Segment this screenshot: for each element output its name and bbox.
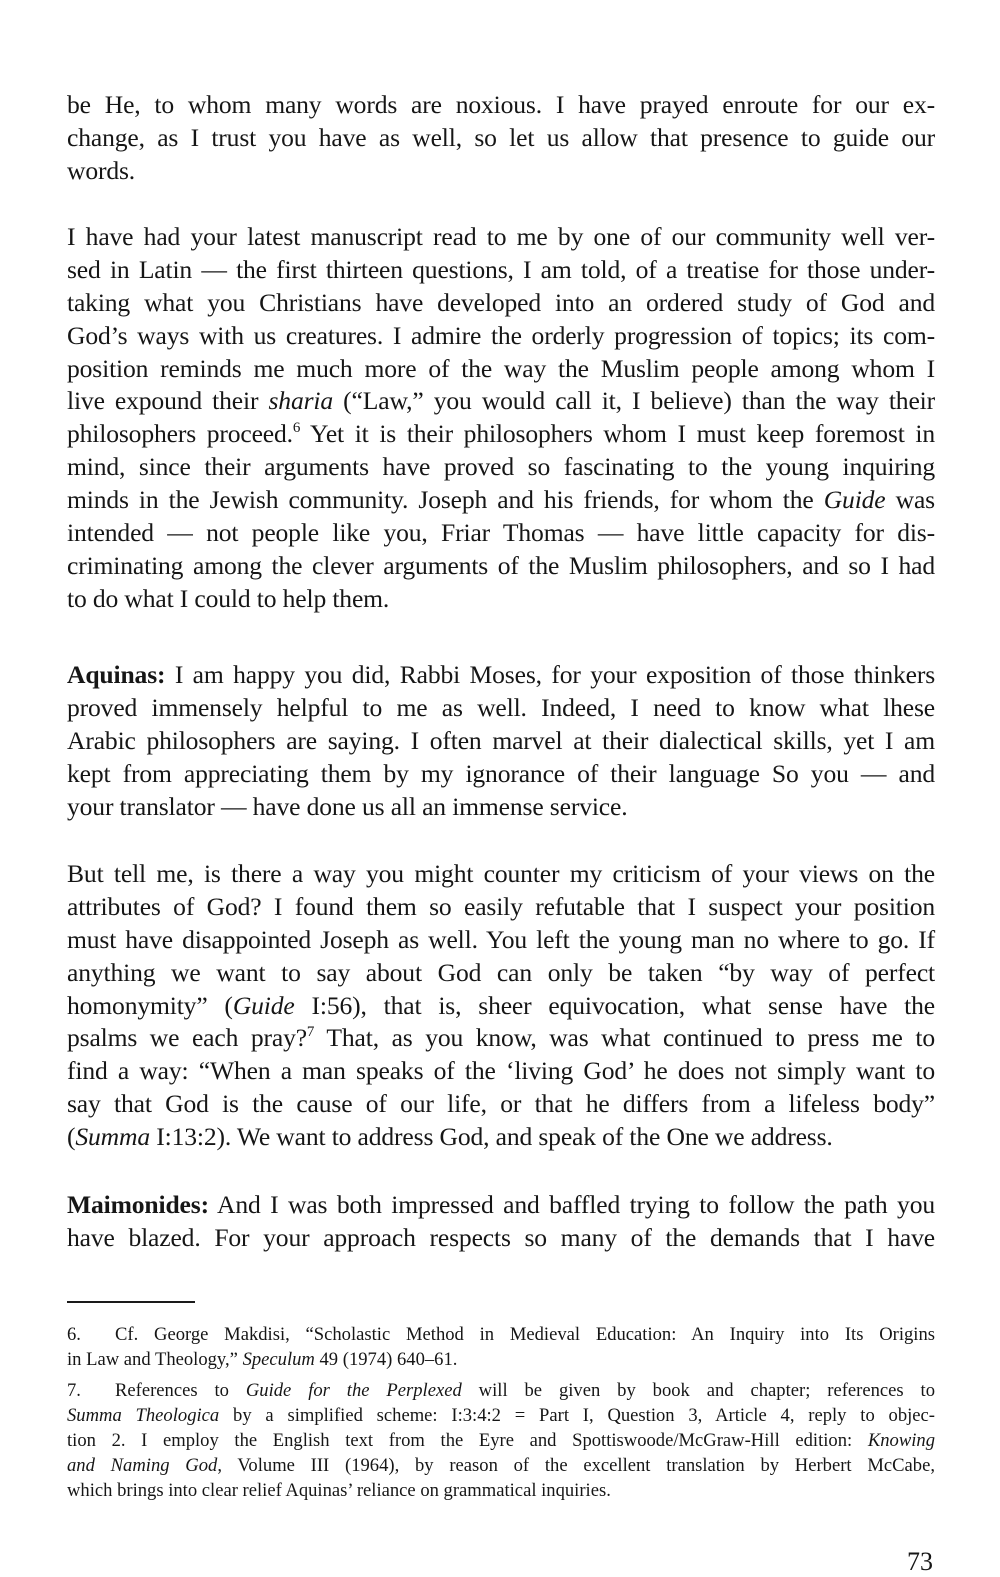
footnote-line [67, 1378, 935, 1403]
text-line [67, 659, 935, 692]
text-line: change, as I trust you have as well, so let us allow that presence to guide our [67, 122, 935, 152]
text-line-rich: live expound their sharia (“Law,” you would call it, I believe) than the way their [67, 386, 935, 416]
paragraph-maimonides-reply [67, 1189, 935, 1255]
text-line: must have disappointed Joseph as well. You left the young man no where to go. If [67, 924, 935, 954]
footnote-line-rich: Summa Theologica by a simplified scheme: I:3:4:2 = Part I, Question 3, Article 4, reply to objec- [67, 1405, 935, 1426]
speaker-label: Maimonides: [67, 1190, 209, 1219]
text-line: be He, to whom many words are noxious. I have prayed enroute for our ex- [67, 90, 935, 119]
text-line: attributes of God? I found them so easily refutable that I suspect your position [67, 891, 935, 921]
text-line: have blazed. For your approach respects so many of the demands that I have [67, 1222, 935, 1252]
text-line: say that God is the cause of our life, or that he differs from a lifeless body” [67, 1089, 935, 1119]
speaker-label: Aquinas: [67, 660, 166, 689]
text-line: words. [67, 155, 136, 185]
text-line: find a way: “When a man speaks of the ‘living God’ he does not simply want to [67, 1056, 935, 1086]
footnote-7 [67, 1378, 935, 1503]
text-line: taking what you Christians have developed into an ordered study of God and [67, 287, 935, 317]
text-line-rich: philosophers proceed.$^6$ Yet it is their philosophers whom I must keep foremost in [67, 419, 935, 449]
footnote-divider [67, 1301, 195, 1303]
text-line: mind, since their arguments have proved so fascinating to the young inquiring [67, 452, 935, 482]
text-line: God’s ways with us creatures. I admire the orderly progression of topics; its com- [67, 320, 935, 350]
paragraph-continuation [67, 89, 935, 188]
text-line-rich: minds in the Jewish community. Joseph and his friends, for whom the Guide was [67, 485, 935, 515]
text-line: I have had your latest manuscript read to me by one of our community well ver- [67, 222, 935, 251]
footnote-line-rich: tion 2. I employ the English text from the Eyre and Spottiswoode/McGraw-Hill edition: Knowing [67, 1430, 935, 1451]
text-line [67, 1189, 935, 1222]
footnote-number: 6. [67, 1324, 81, 1345]
footnote-line: which brings into clear relief Aquinas’ reliance on grammatical inquiries. [67, 1480, 611, 1501]
text-line-rich: (Summa I:13:2). We want to address God, and speak of the One we address. [67, 1122, 833, 1152]
speaker-text: And I was both impressed and baffled trying to follow the path you [217, 1190, 935, 1219]
text-line: proved immensely helpful to me as well. Indeed, I need to know what lhese [67, 692, 935, 722]
text-line: kept from appreciating them by my ignorance of their language So you — and [67, 758, 935, 788]
text-line-rich: homonymity” (Guide I:56), that is, sheer equivocation, what sense have the [67, 990, 936, 1020]
text-line: But tell me, is there a way you might counter my criticism of your views on the [67, 859, 935, 888]
text-line: sed in Latin — the first thirteen questions, I am told, of a treatise for those under- [67, 254, 935, 284]
text-line: to do what I could to help them. [67, 583, 390, 613]
text-line: intended — not people like you, Friar Thomas — have little capacity for dis- [67, 518, 935, 548]
footnote-line [67, 1322, 935, 1347]
page-number: 73 [907, 1547, 933, 1576]
footnote-line-rich: in Law and Theology,” Speculum 49 (1974) 640–61. [67, 1349, 458, 1370]
footnote-6 [67, 1322, 935, 1372]
text-line: anything we want to say about God can only be taken “by way of perfect [67, 957, 935, 987]
footnote-text: Cf. George Makdisi, “Scholastic Method in Medieval Education: An Inquiry into Its Origins [115, 1324, 935, 1345]
footnote-text: References to Guide for the Perplexed will be given by book and chapter; references to [115, 1380, 936, 1401]
footnote-number: 7. [67, 1380, 81, 1401]
text-line: criminating among the clever arguments of the Muslim philosophers, and so I had [67, 550, 935, 580]
text-line: your translator — have done us all an immense service. [67, 791, 628, 821]
text-line: position reminds me much more of the way the Muslim people among whom I [67, 353, 935, 383]
paragraph-maimonides-manuscript [67, 221, 935, 616]
footnote-line-rich: and Naming God, Volume III (1964), by reason of the excellent translation by Herbert McCabe, [67, 1455, 935, 1476]
text-line-rich: psalms we each pray?$^7$ That, as you know, was what continued to press me to [67, 1023, 935, 1053]
paragraph-aquinas-question [67, 858, 935, 1154]
paragraph-aquinas-reply [67, 659, 935, 823]
speaker-text: I am happy you did, Rabbi Moses, for your exposition of those thinkers [174, 660, 936, 689]
text-line: Arabic philosophers are saying. I often marvel at their dialectical skills, yet I am [67, 725, 935, 755]
